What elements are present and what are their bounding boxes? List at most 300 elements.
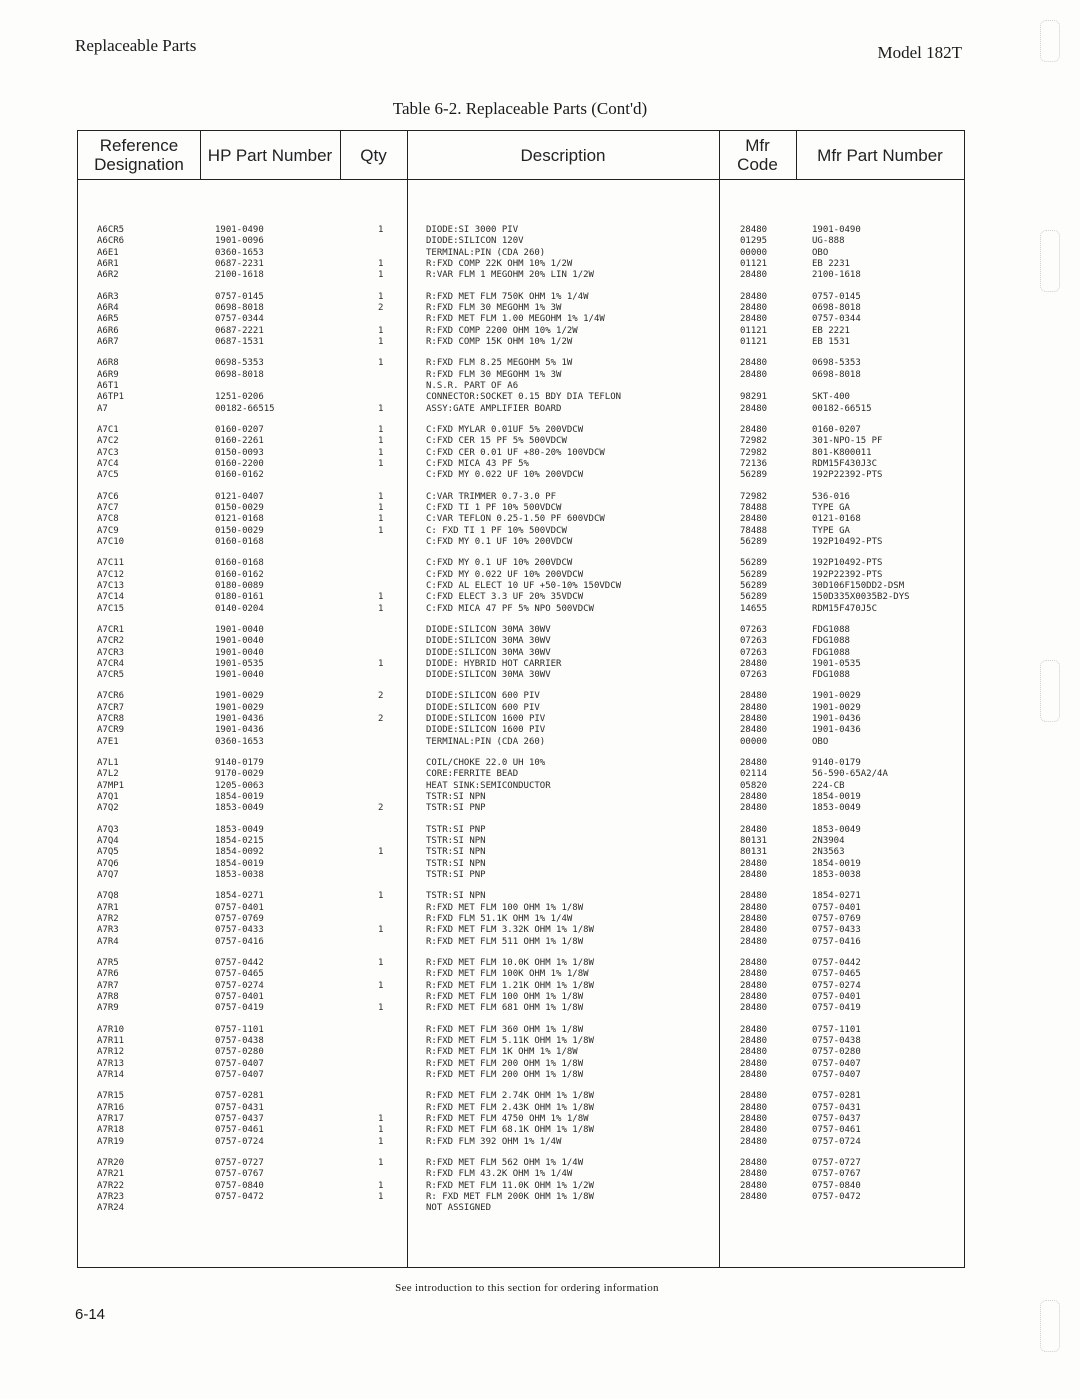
- mfr-code: 78488: [740, 525, 768, 536]
- hp-part-number: 0140-0204: [215, 603, 264, 614]
- mfr-part-number: FDG1088: [812, 624, 850, 635]
- mfr-code: 72136: [740, 458, 768, 469]
- table-row: [78, 326, 964, 337]
- mfr-part-number: 1854-0271: [812, 891, 861, 902]
- qty: 1: [378, 270, 384, 281]
- mfr-part-number: 192P22392-PTS: [812, 470, 883, 481]
- mfr-code: 28480: [740, 1157, 768, 1168]
- hp-part-number: 1251-0206: [215, 392, 264, 403]
- mfr-code: 28480: [740, 824, 768, 835]
- description: R:FXD MET FLM 2.74K OHM 1% 1/8W: [426, 1091, 594, 1102]
- qty: 1: [378, 258, 384, 269]
- hp-part-number: 1901-0040: [215, 647, 264, 658]
- hp-part-number: 0160-0207: [215, 424, 264, 435]
- mfr-part-number: 192P22392-PTS: [812, 569, 883, 580]
- description: DIODE:SI 3000 PIV: [426, 225, 519, 235]
- table-row: [78, 514, 964, 525]
- ref-designation: A7R1: [97, 902, 119, 913]
- ref-designation: A7R23: [97, 1191, 125, 1202]
- mfr-code: 98291: [740, 392, 768, 403]
- hp-part-number: 9170-0029: [215, 769, 264, 780]
- description: DIODE:SILICON 600 PIV: [426, 691, 540, 702]
- table-row: [78, 604, 964, 615]
- description: TSTR:SI NPN: [426, 847, 486, 858]
- ref-designation: A7E1: [97, 736, 119, 747]
- table-row: [78, 459, 964, 470]
- mfr-part-number: 801-K800011: [812, 447, 872, 458]
- hp-part-number: 0180-0161: [215, 592, 264, 603]
- mfr-code: 56289: [740, 592, 768, 603]
- hp-part-number: 1205-0063: [215, 780, 264, 791]
- table-row: [78, 825, 964, 836]
- mfr-part-number: SKT-400: [812, 392, 850, 403]
- table-row: [78, 248, 964, 259]
- ref-designation: A7R18: [97, 1125, 125, 1136]
- mfr-part-number: FDG1088: [812, 647, 850, 658]
- table-row: [78, 914, 964, 925]
- hp-part-number: 0698-8018: [215, 369, 264, 380]
- qty: 2: [378, 714, 384, 725]
- mfr-part-number: FDG1088: [812, 670, 850, 681]
- table-row: [78, 1158, 964, 1169]
- description: R:FXD FLM 51.1K OHM 1% 1/4W: [426, 914, 573, 925]
- description: DIODE:SILICON 120V: [426, 236, 524, 247]
- description: R:FXD MET FLM 100 OHM 1% 1/8W: [426, 902, 584, 913]
- mfr-code: 28480: [740, 691, 768, 702]
- table-row: [78, 958, 964, 969]
- mfr-code: 28480: [740, 858, 768, 869]
- hp-part-number: 0360-1653: [215, 247, 264, 258]
- mfr-code: 28480: [740, 702, 768, 713]
- table-row: [78, 903, 964, 914]
- ref-designation: A7C14: [97, 592, 125, 603]
- mfr-code: 28480: [740, 291, 768, 302]
- hp-part-number: 0360-1653: [215, 736, 264, 747]
- mfr-code: 28480: [740, 1047, 768, 1058]
- description: TSTR:SI NPN: [426, 891, 486, 902]
- ref-designation: A6R7: [97, 336, 119, 347]
- mfr-code: 28480: [740, 803, 768, 814]
- ref-designation: A7R11: [97, 1036, 125, 1047]
- mfr-part-number: 0757-1101: [812, 1024, 861, 1035]
- mfr-part-number: 00182-66515: [812, 403, 872, 414]
- hp-part-number: 0757-0472: [215, 1191, 264, 1202]
- ref-designation: A7Q2: [97, 803, 119, 814]
- description: R:FXD COMP 22K OHM 10% 1/2W: [426, 258, 573, 269]
- ref-designation: A6R4: [97, 302, 119, 313]
- hp-part-number: 0180-0089: [215, 580, 264, 591]
- mfr-part-number: 1901-0490: [812, 225, 861, 235]
- qty: 1: [378, 958, 384, 969]
- hp-part-number: 0150-0029: [215, 502, 264, 513]
- mfr-code: 28480: [740, 1091, 768, 1102]
- description: R:FXD MET FLM 3.32K OHM 1% 1/8W: [426, 925, 594, 936]
- description: DIODE:SILICON 30MA 30WV: [426, 624, 551, 635]
- qty: 1: [378, 225, 384, 235]
- ref-designation: A7C15: [97, 603, 125, 614]
- ref-designation: A7Q4: [97, 836, 119, 847]
- mfr-code: 01121: [740, 336, 768, 347]
- description: R:FXD MET FLM 100K OHM 1% 1/8W: [426, 969, 589, 980]
- description: R:FXD MET FLM 200 OHM 1% 1/8W: [426, 1070, 584, 1080]
- hp-part-number: 1854-0092: [215, 847, 264, 858]
- description: C:VAR TRIMMER 0.7-3.0 PF: [426, 491, 557, 502]
- table-row: [78, 969, 964, 980]
- description: R:FXD FLM 43.2K OHM 1% 1/4W: [426, 1169, 573, 1180]
- ref-designation: A6R8: [97, 358, 119, 369]
- description: R:FXD MET FLM 68.1K OHM 1% 1/8W: [426, 1125, 594, 1136]
- table-row: [78, 981, 964, 992]
- mfr-part-number: 0757-0438: [812, 1036, 861, 1047]
- col-header-description: Description: [520, 145, 606, 165]
- description: R:FXD MET FLM 750K OHM 1% 1/4W: [426, 291, 589, 302]
- mfr-part-number: 2100-1618: [812, 270, 861, 281]
- description: C:FXD MY 0.022 UF 10% 200VDCW: [426, 470, 584, 481]
- description: R:FXD FLM 8.25 MEGOHM 5% 1W: [426, 358, 573, 369]
- qty: 1: [378, 1136, 384, 1147]
- page-edge-mark: [1040, 230, 1060, 292]
- qty: 2: [378, 803, 384, 814]
- qty: 2: [378, 302, 384, 313]
- mfr-part-number: 224-CB: [812, 780, 845, 791]
- mfr-code: 01121: [740, 325, 768, 336]
- ref-designation: A6R3: [97, 291, 119, 302]
- table-title: Table 6-2. Replaceable Parts (Cont'd): [392, 99, 648, 118]
- mfr-part-number: 0698-8018: [812, 369, 861, 380]
- mfr-part-number: 1853-0049: [812, 803, 861, 814]
- ref-designation: A7C6: [97, 491, 119, 502]
- hp-part-number: 0121-0168: [215, 514, 264, 525]
- hp-part-number: 1853-0038: [215, 870, 264, 881]
- hp-part-number: 0757-0840: [215, 1180, 264, 1191]
- qty: 1: [378, 603, 384, 614]
- table-row: [78, 1059, 964, 1070]
- qty: 1: [378, 502, 384, 513]
- table-row: [78, 436, 964, 447]
- mfr-code: 28480: [740, 714, 768, 725]
- table-row: [78, 737, 964, 748]
- ref-designation: A7Q5: [97, 847, 119, 858]
- mfr-part-number: 301-NPO-15 PF: [812, 436, 883, 447]
- ref-designation: A7CR3: [97, 647, 125, 658]
- table-row: [78, 803, 964, 814]
- mfr-part-number: 1901-0436: [812, 725, 861, 736]
- description: HEAT SINK:SEMICONDUCTOR: [426, 780, 551, 791]
- hp-part-number: 0160-0168: [215, 558, 264, 569]
- table-row: [78, 870, 964, 881]
- mfr-part-number: 0757-0431: [812, 1102, 861, 1113]
- table-row: [78, 292, 964, 303]
- description: DIODE:SILICON 30MA 30WV: [426, 670, 551, 681]
- mfr-code: 28480: [740, 958, 768, 969]
- hp-part-number: 0160-2200: [215, 458, 264, 469]
- mfr-part-number: UG-888: [812, 236, 845, 247]
- ref-designation: A7C3: [97, 447, 119, 458]
- row-group: [78, 691, 964, 748]
- mfr-code: 28480: [740, 1136, 768, 1147]
- hp-part-number: 0757-0407: [215, 1070, 264, 1080]
- mfr-code: 28480: [740, 1191, 768, 1202]
- ref-designation: A7R2: [97, 914, 119, 925]
- row-group: [78, 292, 964, 349]
- ref-designation: A7CR7: [97, 702, 125, 713]
- page-edge-mark: [1040, 1300, 1060, 1352]
- hp-part-number: 00182-66515: [215, 403, 275, 414]
- ref-designation: A7CR9: [97, 725, 125, 736]
- mfr-code: 28480: [740, 658, 768, 669]
- ref-designation: A7R6: [97, 969, 119, 980]
- table-row: [78, 558, 964, 569]
- qty: 1: [378, 325, 384, 336]
- ref-designation: A7Q3: [97, 824, 119, 835]
- table-row: [78, 1192, 964, 1203]
- mfr-part-number: 0757-0407: [812, 1058, 861, 1069]
- col-header-reference: Reference Designation: [94, 136, 184, 174]
- description: TSTR:SI NPN: [426, 858, 486, 869]
- description: R:FXD COMP 2200 OHM 10% 1/2W: [426, 325, 578, 336]
- mfr-code: 00000: [740, 736, 768, 747]
- hp-part-number: 0160-0162: [215, 569, 264, 580]
- mfr-code: 07263: [740, 647, 768, 658]
- ref-designation: A7C1: [97, 424, 119, 435]
- hp-part-number: 1854-0019: [215, 858, 264, 869]
- description: R:FXD MET FLM 511 OHM 1% 1/8W: [426, 936, 584, 947]
- description: C: FXD TI 1 PF 10% 500VDCW: [426, 525, 567, 536]
- hp-part-number: 0121-0407: [215, 491, 264, 502]
- hp-part-number: 0757-0438: [215, 1036, 264, 1047]
- description: R:FXD FLM 30 MEGOHM 1% 3W: [426, 302, 562, 313]
- mfr-code: 78488: [740, 502, 768, 513]
- description: C:FXD CER 0.01 UF +80-20% 100VDCW: [426, 447, 605, 458]
- hp-part-number: 1901-0029: [215, 702, 264, 713]
- hp-part-number: 0150-0093: [215, 447, 264, 458]
- mfr-code: 28480: [740, 891, 768, 902]
- ref-designation: A7R4: [97, 936, 119, 947]
- mfr-part-number: EB 2221: [812, 325, 850, 336]
- ref-designation: A7R21: [97, 1169, 125, 1180]
- table-row: [78, 648, 964, 659]
- table-row: [78, 781, 964, 792]
- hp-part-number: 0698-5353: [215, 358, 264, 369]
- table-row: [78, 270, 964, 281]
- table-row: [78, 1114, 964, 1125]
- ref-designation: A7R12: [97, 1047, 125, 1058]
- qty: 1: [378, 447, 384, 458]
- description: R:FXD MET FLM 4750 OHM 1% 1/8W: [426, 1113, 589, 1124]
- description: C:FXD MICA 43 PF 5%: [426, 458, 529, 469]
- mfr-part-number: 0757-0442: [812, 958, 861, 969]
- mfr-part-number: 56-590-65A2/4A: [812, 769, 888, 780]
- ref-designation: A7C8: [97, 514, 119, 525]
- ref-designation: A7Q8: [97, 891, 119, 902]
- ref-designation: A7Q1: [97, 792, 119, 803]
- row-group: [78, 492, 964, 549]
- ref-designation: A7R16: [97, 1102, 125, 1113]
- hp-part-number: 0757-0769: [215, 914, 264, 925]
- mfr-code: 28480: [740, 270, 768, 281]
- mfr-part-number: 0757-0274: [812, 980, 861, 991]
- qty: 1: [378, 592, 384, 603]
- qty: 1: [378, 358, 384, 369]
- ref-designation: A7C7: [97, 502, 119, 513]
- table-row: [78, 1203, 964, 1214]
- hp-part-number: 1854-0215: [215, 836, 264, 847]
- table-row: [78, 625, 964, 636]
- hp-part-number: 0757-0281: [215, 1091, 264, 1102]
- mfr-code: 28480: [740, 925, 768, 936]
- hp-part-number: 0687-2231: [215, 258, 264, 269]
- ref-designation: A7C4: [97, 458, 119, 469]
- hp-part-number: 0757-0274: [215, 980, 264, 991]
- ref-designation: A7Q6: [97, 858, 119, 869]
- ref-designation: A7R22: [97, 1180, 125, 1191]
- mfr-part-number: 1853-0038: [812, 870, 861, 881]
- hp-part-number: 0757-0401: [215, 992, 264, 1003]
- description: DIODE:SILICON 1600 PIV: [426, 725, 546, 736]
- qty: 1: [378, 1113, 384, 1124]
- running-header-right: Model 182T: [877, 43, 962, 62]
- table-row: [78, 836, 964, 847]
- table-row: [78, 392, 964, 403]
- ref-designation: A7R7: [97, 980, 119, 991]
- mfr-code: 28480: [740, 1003, 768, 1014]
- mfr-part-number: 2N3904: [812, 836, 845, 847]
- ref-designation: A7R3: [97, 925, 119, 936]
- table-row: [78, 1181, 964, 1192]
- table-row: [78, 1103, 964, 1114]
- page-edge-mark: [1040, 20, 1060, 62]
- table-row: [78, 1003, 964, 1014]
- description: TSTR:SI NPN: [426, 836, 486, 847]
- hp-part-number: 0757-0280: [215, 1047, 264, 1058]
- mfr-code: 14655: [740, 603, 768, 614]
- mfr-part-number: 0757-0416: [812, 936, 861, 947]
- mfr-code: 28480: [740, 1113, 768, 1124]
- table-row: [78, 1025, 964, 1036]
- hp-part-number: 0757-0724: [215, 1136, 264, 1147]
- mfr-part-number: 0757-0767: [812, 1169, 861, 1180]
- description: R:FXD MET FLM 1K OHM 1% 1/8W: [426, 1047, 578, 1058]
- mfr-part-number: 2N3563: [812, 847, 845, 858]
- table-row: [78, 925, 964, 936]
- row-group: [78, 891, 964, 948]
- table-row: [78, 659, 964, 670]
- description: DIODE:SILICON 30MA 30WV: [426, 647, 551, 658]
- mfr-code: 28480: [740, 1169, 768, 1180]
- table-row: [78, 1036, 964, 1047]
- table-row: [78, 503, 964, 514]
- mfr-part-number: 0757-0727: [812, 1157, 861, 1168]
- hp-part-number: 1901-0029: [215, 691, 264, 702]
- table-row: [78, 592, 964, 603]
- description: COIL/CHOKE 22.0 UH 10%: [426, 758, 546, 769]
- mfr-part-number: TYPE GA: [812, 525, 850, 536]
- description: R:FXD FLM 30 MEGOHM 1% 3W: [426, 369, 562, 380]
- table-row: [78, 725, 964, 736]
- mfr-code: 28480: [740, 225, 768, 235]
- table-row: [78, 537, 964, 548]
- qty: 1: [378, 891, 384, 902]
- description: CORE:FERRITE BEAD: [426, 769, 519, 780]
- mfr-part-number: EB 1531: [812, 336, 850, 347]
- qty: 1: [378, 291, 384, 302]
- hp-part-number: 0757-0437: [215, 1113, 264, 1124]
- row-group: [78, 1158, 964, 1215]
- table-row: [78, 891, 964, 902]
- mfr-part-number: 0757-0407: [812, 1070, 861, 1080]
- hp-part-number: 1901-0436: [215, 725, 264, 736]
- mfr-part-number: 192P10492-PTS: [812, 536, 883, 547]
- hp-part-number: 0757-0407: [215, 1058, 264, 1069]
- page-number: 6-14: [75, 1306, 106, 1323]
- table-row: [78, 937, 964, 948]
- mfr-part-number: 0757-0433: [812, 925, 861, 936]
- description: R:FXD MET FLM 562 OHM 1% 1/4W: [426, 1157, 584, 1168]
- ref-designation: A7CR2: [97, 636, 125, 647]
- ref-designation: A7L1: [97, 758, 119, 769]
- hp-part-number: 0757-0145: [215, 291, 264, 302]
- ref-designation: A6CR5: [97, 225, 125, 235]
- hp-part-number: 0757-0727: [215, 1157, 264, 1168]
- row-group: [78, 225, 964, 282]
- description: R:FXD MET FLM 360 OHM 1% 1/8W: [426, 1024, 584, 1035]
- mfr-part-number: 0757-0769: [812, 914, 861, 925]
- table-row: [78, 370, 964, 381]
- ref-designation: A6E1: [97, 247, 119, 258]
- mfr-part-number: 30D106F150DD2-DSM: [812, 580, 905, 591]
- description: R:FXD MET FLM 5.11K OHM 1% 1/8W: [426, 1036, 594, 1047]
- mfr-part-number: 0757-0401: [812, 902, 861, 913]
- mfr-part-number: 0757-0437: [812, 1113, 861, 1124]
- qty: 1: [378, 458, 384, 469]
- description: DIODE:SILICON 600 PIV: [426, 702, 540, 713]
- ref-designation: A6TP1: [97, 392, 125, 403]
- description: C:FXD MY 0.022 UF 10% 200VDCW: [426, 569, 584, 580]
- table-row: [78, 570, 964, 581]
- ref-designation: A7R10: [97, 1024, 125, 1035]
- ref-designation: A6CR6: [97, 236, 125, 247]
- description: TERMINAL:PIN (CDA 260): [426, 247, 546, 258]
- mfr-code: 01295: [740, 236, 768, 247]
- qty: 1: [378, 925, 384, 936]
- table-row: [78, 992, 964, 1003]
- table-row: [78, 381, 964, 392]
- hp-part-number: 0687-1531: [215, 336, 264, 347]
- mfr-part-number: 0757-0344: [812, 314, 861, 325]
- hp-part-number: 1901-0040: [215, 670, 264, 681]
- description: R:FXD MET FLM 11.0K OHM 1% 1/2W: [426, 1180, 594, 1191]
- mfr-code: 28480: [740, 870, 768, 881]
- table-row: [78, 404, 964, 415]
- mfr-code: 28480: [740, 1024, 768, 1035]
- mfr-part-number: EB 2231: [812, 258, 850, 269]
- table-row: [78, 758, 964, 769]
- description: R:FXD MET FLM 100 OHM 1% 1/8W: [426, 992, 584, 1003]
- mfr-part-number: RDM15F470J5C: [812, 603, 878, 614]
- description: R:FXD MET FLM 1.00 MEGOHM 1% 1/4W: [426, 314, 605, 325]
- mfr-code: 05820: [740, 780, 768, 791]
- ref-designation: A7CR6: [97, 691, 125, 702]
- description: NOT ASSIGNED: [426, 1203, 492, 1214]
- mfr-code: 28480: [740, 902, 768, 913]
- mfr-part-number: FDG1088: [812, 636, 850, 647]
- table-row: [78, 492, 964, 503]
- qty: 1: [378, 514, 384, 525]
- hp-part-number: 0160-0162: [215, 470, 264, 481]
- mfr-code: 28480: [740, 914, 768, 925]
- ref-designation: A7R13: [97, 1058, 125, 1069]
- mfr-part-number: TYPE GA: [812, 502, 850, 513]
